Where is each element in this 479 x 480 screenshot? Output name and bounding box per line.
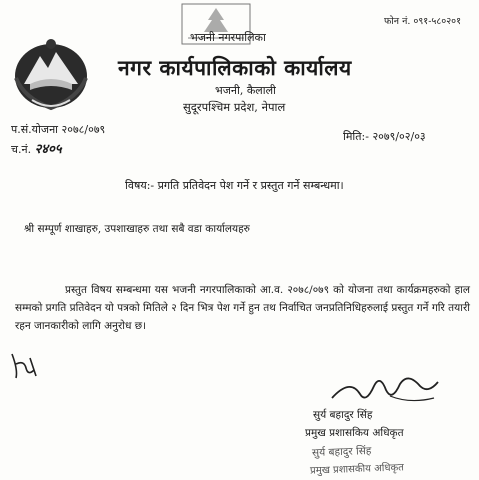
initial-mark-icon — [8, 350, 42, 380]
province-line: सुदूरपश्चिम प्रदेश, नेपाल — [183, 100, 286, 114]
stamp-position: प्रमुख प्रशासकीय अधिकृत — [309, 462, 405, 477]
district-line: भजनी, कैलाली — [215, 84, 276, 97]
dispatch-number: २४०५ — [34, 142, 62, 157]
phone-number: फोन नं. ०९१-५८०२०१ — [384, 16, 462, 27]
signer-position: प्रमुख प्रशासकिय अधिकृत — [305, 427, 404, 439]
stamp-name: सुर्य बहादुर सिंह — [311, 444, 372, 460]
dispatch-label: च.नं. — [11, 143, 32, 156]
office-title: नगर कार्यपालिकाको कार्यालय — [118, 55, 352, 80]
signer-name: सुर्य बहादुर सिंह — [313, 409, 373, 421]
subject-line: विषय:- प्रगति प्रतिवेदन पेश गर्ने र प्रस्तुत गर्ने सम्बन्धमा। — [125, 179, 344, 192]
reference-number: प.सं.योजना २०७८/०७९ — [11, 123, 106, 136]
letter-date: मिति:- २०७९/०२/०३ — [343, 130, 426, 143]
municipality-name: भजनी नगरपालिका — [190, 31, 266, 44]
nepal-emblem-icon — [10, 34, 92, 114]
signature-icon — [330, 368, 440, 408]
dispatch-row — [11, 139, 62, 157]
recipient-line: श्री सम्पूर्ण शाखाहरु, उपशाखाहरु तथा सबै वडा कार्यालयहरु — [24, 223, 250, 235]
body-paragraph: प्रस्तुत विषय सम्बन्धमा यस भजनी नगरपालिकाको आ.व. २०७८/०७९ को योजना तथा कार्यक्रमहरुको हाल सम्मको प्रगति प्रतिवेदन यो पत्रको मितिले २ दिन भित्र पेश गर्ने हुन तथ निर्वाचित जनप्रतिनिधिहरुलाई प्रस्तुत गर्ने गरि तयारी रहन जानकारीको लागि अनुरोध छ। — [15, 284, 470, 332]
